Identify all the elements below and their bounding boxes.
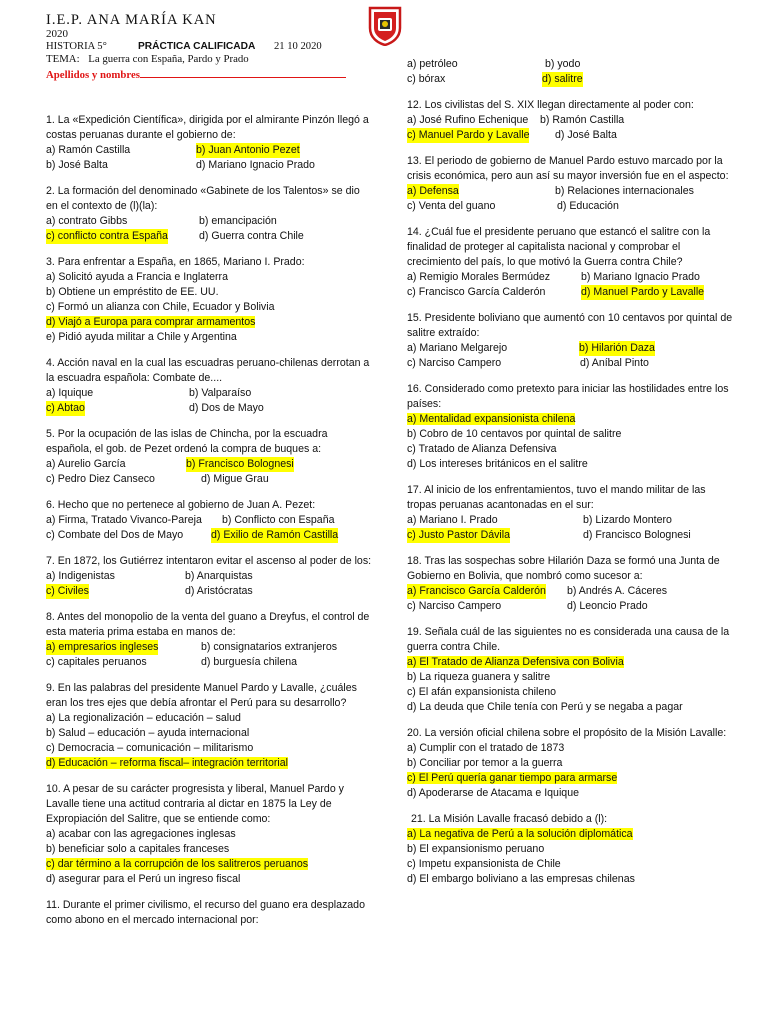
exam-header (46, 12, 376, 83)
option-c[interactable]: b) José Balta (46, 159, 108, 171)
option-a[interactable]: a) Mariano Melgarejo (407, 342, 508, 354)
option-c[interactable]: c) Narciso Campero (407, 357, 502, 369)
question-1 (46, 113, 372, 173)
question-15 (407, 311, 737, 371)
option-d[interactable]: d) Exilio de Ramón Castilla (211, 529, 339, 541)
option-d[interactable]: d) José Balta (555, 129, 617, 141)
question-stem: 6. Hecho que no pertenece al gobierno de Juan A. Pezet: (46, 499, 316, 511)
question-stem: 20. La versión oficial chilena sobre el propósito de la Misión Lavalle: (407, 727, 727, 739)
option-d[interactable]: d) Educación – reforma fiscal– integración territorial (46, 757, 289, 769)
option-a[interactable]: a) contrato Gibbs (46, 215, 128, 227)
option-b[interactable]: b) Salud – educación – ayuda internacional (46, 727, 250, 739)
left-column (46, 113, 372, 939)
question-17 (407, 483, 737, 543)
option-b[interactable]: b) Conciliar por temor a la guerra (407, 757, 563, 769)
option-b[interactable]: b) Conflicto con España (222, 514, 335, 526)
question-stem: 19. Señala cuál de las siguientes no es considerada una causa de la guerra contra Chile. (407, 626, 730, 653)
question-8 (46, 610, 372, 670)
student-name-label: Apellidos y nombres (46, 69, 140, 81)
question-19 (407, 625, 737, 715)
question-12 (407, 98, 737, 143)
option-c[interactable]: c) Tratado de Alianza Defensiva (407, 443, 557, 455)
school-name: I.E.P. ANA MARÍA KAN (46, 12, 217, 28)
question-stem: 11. Durante el primer civilismo, el recurso del guano era desplazado como abono en el mercado internacional por: (46, 899, 365, 926)
option-d[interactable]: d) Apoderarse de Atacama e Iquique (407, 787, 579, 799)
option-a[interactable]: a) Remigio Morales Bermúdez (407, 271, 551, 283)
option-a[interactable]: a) Solicitó ayuda a Francia e Inglaterra (46, 271, 228, 283)
option-b[interactable]: b) Mariano Ignacio Prado (581, 271, 700, 283)
option-c[interactable]: c) Venta del guano (407, 200, 496, 212)
option-c[interactable]: c) Abtao (46, 402, 85, 414)
option-a[interactable]: a) empresarios ingleses (46, 641, 159, 653)
option-a[interactable]: a) Firma, Tratado Vivanco-Pareja (46, 514, 202, 526)
question-stem: 5. Por la ocupación de las islas de Chincha, por la escuadra española, el gob. de Pezet ordenó la compra de buques a: (46, 428, 328, 455)
student-name-line (140, 66, 346, 78)
option-a[interactable]: a) Mentalidad expansionista chilena (407, 413, 576, 425)
option-d[interactable]: d) El embargo boliviano a las empresas chilenas (407, 873, 635, 885)
question-stem: 18. Tras las sospechas sobre Hilarión Daza se formó una Junta de Gobierno en Bolivia, que nombró como sucesor a: (407, 555, 720, 582)
question-6 (46, 498, 372, 543)
question-stem: 10. A pesar de su carácter progresista y liberal, Manuel Pardo y Lavalle tiene una actitud contraria al dictar en 1875 la Ley de Expropiación del Salitre, que se entiende como: (46, 783, 344, 825)
option-b[interactable]: b) Juan Antonio Pezet (196, 144, 300, 156)
question-stem: 13. El periodo de gobierno de Manuel Pardo estuvo marcado por la crisis económica, pero aun así su mayor inversión fue en el aspecto: (407, 155, 729, 182)
option-d[interactable]: d) asegurar para el Perú un ingreso fiscal (46, 873, 241, 885)
question-7 (46, 554, 372, 599)
course-label: HISTORIA 5° (46, 41, 107, 52)
option-c[interactable]: c) Formó un alianza con Chile, Ecuador y Bolivia (46, 301, 275, 313)
option-d[interactable]: d) Los intereses británicos en el salitre (407, 458, 588, 470)
topic-row (46, 53, 376, 66)
option-c[interactable]: c) bórax (407, 73, 446, 85)
option-b[interactable]: b) Hilarión Daza (579, 342, 655, 354)
option-c[interactable]: c) Impetu expansionista de Chile (407, 858, 561, 870)
option-a[interactable]: a) Cumplir con el tratado de 1873 (407, 742, 565, 754)
option-d[interactable]: d) salitre (542, 73, 583, 85)
question-stem: 14. ¿Cuál fue el presidente peruano que estancó el salitre con la finalidad de proteger al capitalista nacional y comprobar el crecimiento del país, lo que motivó la Guerra contra Chile? (407, 226, 711, 268)
question-16 (407, 382, 737, 472)
option-a[interactable]: a) Francisco García Calderón (407, 585, 546, 597)
option-a[interactable]: a) Mariano I. Prado (407, 514, 498, 526)
option-a[interactable]: a) acabar con las agregaciones inglesas (46, 828, 236, 840)
option-d[interactable]: d) Mariano Ignacio Prado (196, 159, 315, 171)
option-d[interactable]: d) Migue Grau (201, 473, 269, 485)
option-c[interactable]: c) Francisco García Calderón (407, 286, 546, 298)
question-4 (46, 356, 372, 416)
question-stem: 4. Acción naval en la cual las escuadras peruano-chilenas derrotan a la escuadra española: Combate de.... (46, 357, 370, 384)
option-a[interactable]: a) José Rufino Echenique (407, 114, 529, 126)
topic-label: TEMA: (46, 53, 80, 65)
option-c[interactable]: c) Civiles (46, 585, 89, 597)
option-d[interactable]: d) La deuda que Chile tenía con Perú y se negaba a pagar (407, 701, 683, 713)
option-b[interactable]: b) Relaciones internacionales (555, 185, 694, 197)
year: 2020 (46, 28, 68, 40)
option-a[interactable]: a) petróleo (407, 58, 458, 70)
option-e[interactable]: e) Pidió ayuda militar a Chile y Argentina (46, 331, 237, 343)
option-a[interactable]: a) Ramón Castilla (46, 144, 131, 156)
option-b[interactable]: b) La riqueza guanera y salitre (407, 671, 551, 683)
option-b[interactable]: b) yodo (545, 58, 581, 70)
option-d[interactable]: d) burguesía chilena (201, 656, 297, 668)
option-c[interactable]: c) Justo Pastor Dávila (407, 529, 511, 541)
question-stem: 17. Al inicio de los enfrentamientos, tuvo el mando militar de las tropas peruanas acantonadas en el sur: (407, 484, 706, 511)
option-a[interactable]: a) Aurelio García (46, 458, 126, 470)
option-b[interactable]: b) Valparaíso (189, 387, 252, 399)
option-b[interactable]: b) consignatarios extranjeros (201, 641, 338, 653)
option-b[interactable]: b) Francisco Bolognesi (186, 458, 294, 470)
option-d[interactable]: d) Dos de Mayo (189, 402, 264, 414)
option-b[interactable]: b) emancipación (199, 215, 277, 227)
student-name-field[interactable] (46, 66, 376, 83)
option-c[interactable]: c) Manuel Pardo y Lavalle (407, 129, 530, 141)
question-stem: 12. Los civilistas del S. XIX llegan directamente al poder con: (407, 99, 694, 111)
option-d[interactable]: d) Manuel Pardo y Lavalle (581, 286, 705, 298)
question-5 (46, 427, 372, 487)
question-21 (407, 812, 737, 887)
question-10 (46, 782, 372, 887)
question-18 (407, 554, 737, 614)
question-stem: 9. En las palabras del presidente Manuel Pardo y Lavalle, ¿cuáles eran los tres ejes que debía afrontar el Perú para su desarrollo? (46, 682, 357, 709)
option-a[interactable]: a) Defensa (407, 185, 459, 197)
option-b[interactable]: b) Lizardo Montero (583, 514, 672, 526)
option-d[interactable]: d) Educación (557, 200, 619, 212)
option-c[interactable]: c) Pedro Diez Canseco (46, 473, 155, 485)
school-crest-logo (367, 6, 403, 46)
topic-value: La guerra con España, Pardo y Prado (88, 53, 249, 65)
option-c[interactable]: c) conflicto contra España (46, 230, 168, 242)
question-stem: 15. Presidente boliviano que aumentó con 10 centavos por quintal de salitre extraído: (407, 312, 733, 339)
option-d[interactable]: d) Francisco Bolognesi (583, 529, 691, 541)
question-20 (407, 726, 737, 801)
question-3 (46, 255, 372, 345)
option-b[interactable]: b) Obtiene un empréstito de EE. UU. (46, 286, 219, 298)
option-b[interactable]: b) Anarquistas (185, 570, 253, 582)
question-9 (46, 681, 372, 771)
question-11 (46, 898, 372, 928)
question-stem: 1. La «Expedición Científica», dirigida por el almirante Pinzón llegó a costas peruanas durante el gobierno de: (46, 114, 369, 141)
option-b[interactable]: b) Ramón Castilla (540, 114, 625, 126)
question-13 (407, 154, 737, 214)
option-b[interactable]: b) beneficiar solo a capitales franceses (46, 843, 230, 855)
option-c[interactable]: c) Narciso Campero (407, 600, 502, 612)
option-a[interactable]: a) El Tratado de Alianza Defensiva con Bolivia (407, 656, 624, 668)
option-d[interactable]: d) Leoncio Prado (567, 600, 648, 612)
exam-type: PRÁCTICA CALIFICADA (138, 41, 256, 52)
option-c[interactable]: c) El Perú quería ganar tiempo para armarse (407, 772, 618, 784)
option-d[interactable]: d) Viajó a Europa para comprar armamentos (46, 316, 256, 328)
option-c[interactable]: c) capitales peruanos (46, 656, 147, 668)
option-d[interactable]: d) Aníbal Pinto (580, 357, 649, 369)
question-14 (407, 225, 737, 300)
question-stem: 16. Considerado como pretexto para iniciar las hostilidades entre los países: (407, 383, 729, 410)
option-a[interactable]: a) Indigenistas (46, 570, 115, 582)
option-a[interactable]: a) La regionalización – educación – salud (46, 712, 241, 724)
option-d[interactable]: d) Aristócratas (185, 585, 253, 597)
option-c[interactable]: c) Democracia – comunicación – militarismo (46, 742, 254, 754)
option-c[interactable]: c) dar término a la corrupción de los salitreros peruanos (46, 858, 309, 870)
question-stem: 7. En 1872, los Gutiérrez intentaron evitar el ascenso al poder de los: (46, 555, 372, 567)
question-2 (46, 184, 372, 244)
question-stem: 8. Antes del monopolio de la venta del guano a Dreyfus, el control de esta materia prima estaba en manos de: (46, 611, 370, 638)
option-a[interactable]: a) La negativa de Perú a la solución diplomática (407, 828, 633, 840)
question-11-options (407, 57, 737, 87)
option-b[interactable]: b) Andrés A. Cáceres (567, 585, 668, 597)
question-stem: 2. La formación del denominado «Gabinete de los Talentos» se dio en el contexto de (l)(la): (46, 185, 360, 212)
option-b[interactable]: b) El expansionismo peruano (407, 843, 545, 855)
option-d[interactable]: d) Guerra contra Chile (199, 230, 304, 242)
course-row (46, 40, 376, 53)
question-stem: 3. Para enfrentar a España, en 1865, Mariano I. Prado: (46, 256, 305, 268)
right-column (407, 57, 737, 898)
exam-date: 21 10 2020 (274, 41, 322, 52)
option-a[interactable]: a) Iquique (46, 387, 94, 399)
option-b[interactable]: b) Cobro de 10 centavos por quintal de salitre (407, 428, 622, 440)
option-c[interactable]: c) Combate del Dos de Mayo (46, 529, 184, 541)
option-c[interactable]: c) El afán expansionista chileno (407, 686, 556, 698)
question-stem: 21. La Misión Lavalle fracasó debido a (l): (411, 813, 608, 825)
